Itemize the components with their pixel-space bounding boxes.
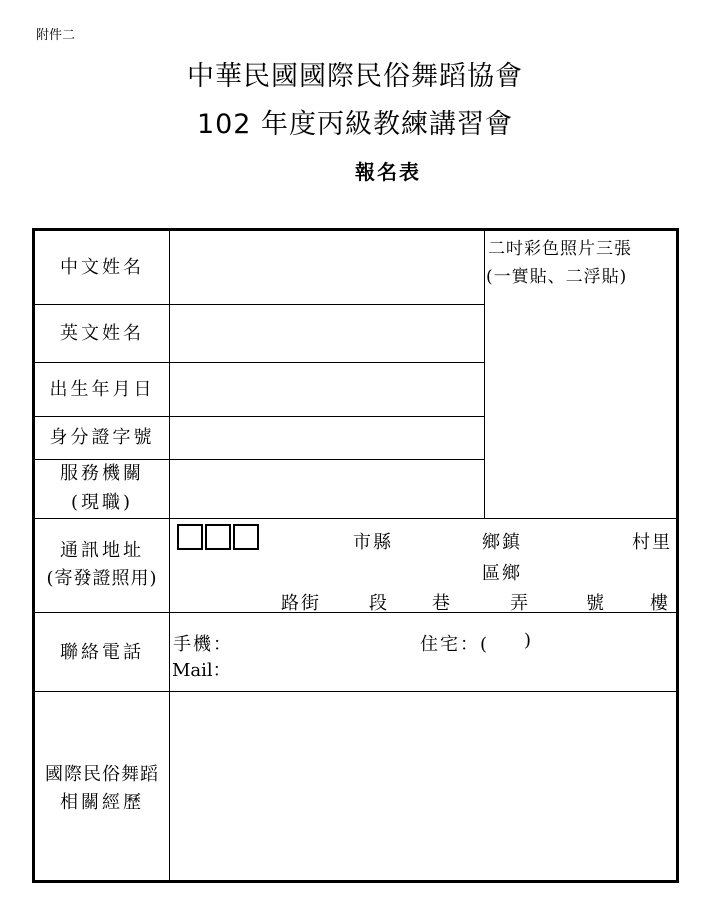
address-label: 通訊地址	[60, 540, 144, 561]
experience-label-sub: 相關經歷	[60, 792, 144, 813]
address-label-sub: (寄發證照用)	[46, 568, 158, 589]
home-phone-close: )	[524, 630, 534, 651]
organization-title: 中華民國國際民俗舞蹈協會	[187, 61, 523, 92]
photo-instruction-sub: (一實貼、二浮貼)	[486, 267, 628, 287]
employer-label: 服務機關	[60, 463, 144, 484]
mobile-label: 手機：	[173, 634, 233, 655]
birth-date-label: 出生年月日	[49, 379, 155, 400]
id-number-field[interactable]	[170, 417, 484, 459]
id-number-label: 身分證字號	[49, 427, 155, 448]
chinese-name-label: 中文姓名	[60, 257, 144, 278]
employer-label-sub: (現職)	[70, 492, 134, 513]
address-city-county: 市縣	[353, 532, 393, 553]
experience-label: 國際民俗舞蹈	[45, 764, 159, 785]
attachment-label: 附件二	[36, 28, 76, 43]
postal-code-box[interactable]	[233, 524, 259, 550]
address-village: 村里	[632, 532, 672, 553]
form-title: 報名表	[355, 160, 421, 184]
registration-form-table	[32, 228, 679, 883]
address-lane: 巷	[432, 593, 452, 614]
chinese-name-field[interactable]	[170, 231, 484, 304]
address-floor: 樓	[650, 593, 670, 614]
mail-label: Mail：	[172, 660, 231, 681]
postal-code-box[interactable]	[205, 524, 231, 550]
address-township-alt: 區鄉	[482, 563, 522, 584]
english-name-label: 英文姓名	[60, 323, 144, 344]
phone-label: 聯絡電話	[60, 642, 144, 663]
address-alley: 弄	[510, 593, 530, 614]
employer-field[interactable]	[170, 460, 484, 518]
address-township: 鄉鎮	[482, 532, 522, 553]
event-title: 102 年度丙級教練講習會	[196, 109, 514, 140]
address-road: 路街	[281, 593, 321, 614]
row-divider	[35, 612, 679, 613]
photo-instruction: 二吋彩色照片三張	[488, 239, 632, 259]
row-divider	[35, 518, 679, 519]
english-name-field[interactable]	[170, 305, 484, 362]
home-phone-label: 住宅：(	[420, 634, 490, 655]
birth-date-field[interactable]	[170, 363, 484, 416]
postal-code-box[interactable]	[177, 524, 203, 550]
address-section: 段	[369, 593, 389, 614]
address-number: 號	[586, 593, 606, 614]
experience-field[interactable]	[170, 692, 679, 883]
